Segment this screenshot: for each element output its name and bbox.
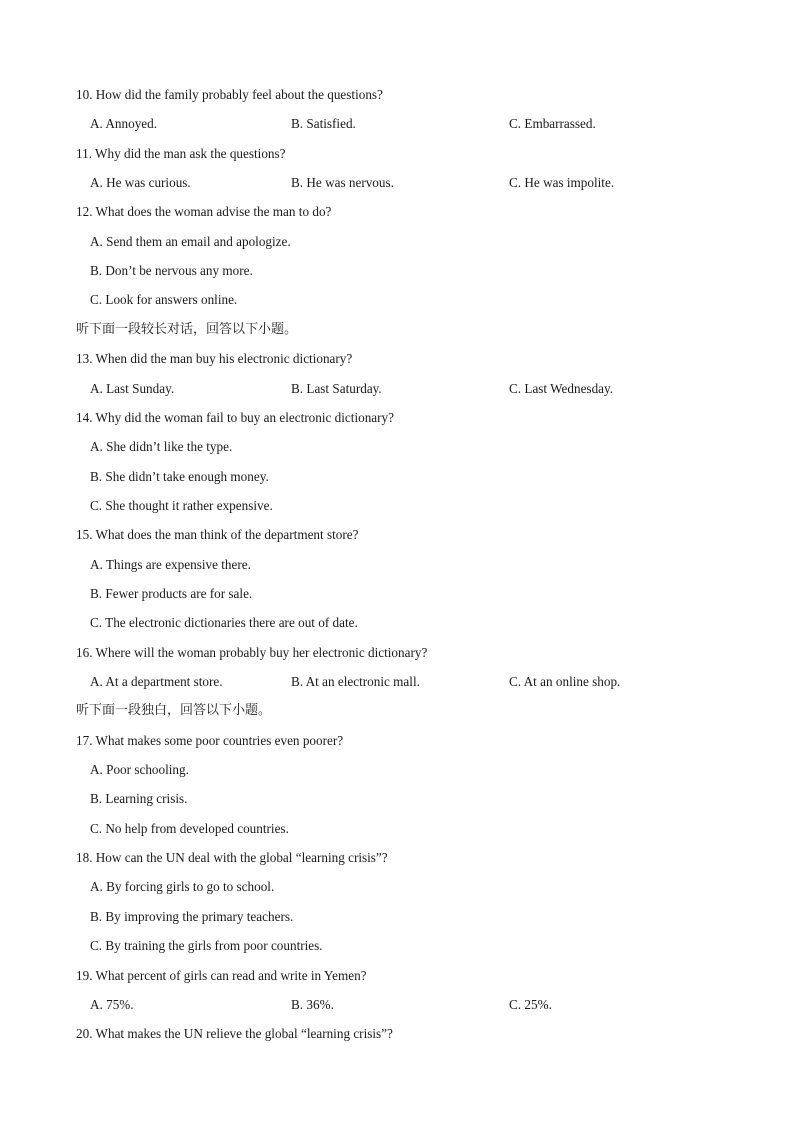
answer-option: C. She thought it rather expensive.: [90, 498, 273, 513]
answer-option: A. Things are expensive there.: [90, 557, 251, 572]
answer-option: A. Poor schooling.: [90, 762, 189, 777]
question-text: 20. What makes the UN relieve the global “learning crisis”?: [76, 1026, 393, 1041]
section-instruction: 听下面一段独白，回答以下小题。: [76, 703, 272, 718]
question-text: 17. What makes some poor countries even poorer?: [76, 733, 344, 748]
answer-option: C. Embarrassed.: [509, 116, 596, 131]
answer-option: C. By training the girls from poor countries.: [90, 938, 323, 953]
answer-option: C. At an online shop.: [509, 674, 621, 689]
question-text: 15. What does the man think of the department store?: [76, 527, 359, 542]
answer-option: B. He was nervous.: [291, 175, 394, 190]
question-text: 11. Why did the man ask the questions?: [76, 146, 286, 161]
answer-option: A. Last Sunday.: [90, 381, 175, 396]
answer-option: C. The electronic dictionaries there are out of date.: [90, 615, 358, 630]
question-text: 16. Where will the woman probably buy her electronic dictionary?: [76, 645, 428, 660]
answer-option: A. He was curious.: [90, 175, 191, 190]
question-text: 19. What percent of girls can read and write in Yemen?: [76, 968, 367, 983]
answer-option: B. Learning crisis.: [90, 791, 188, 806]
question-text: 18. How can the UN deal with the global “learning crisis”?: [76, 850, 388, 865]
question-text: 10. How did the family probably feel about the questions?: [76, 87, 383, 102]
question-text: 12. What does the woman advise the man to do?: [76, 204, 332, 219]
answer-option: A. 75%.: [90, 997, 134, 1012]
answer-option: B. Fewer products are for sale.: [90, 586, 253, 601]
answer-option: C. No help from developed countries.: [90, 821, 289, 836]
answer-option: B. By improving the primary teachers.: [90, 909, 294, 924]
answer-option: A. She didn’t like the type.: [90, 439, 233, 454]
answer-option: A. Send them an email and apologize.: [90, 234, 291, 249]
answer-option: B. Don’t be nervous any more.: [90, 263, 253, 278]
answer-option: B. Satisfied.: [291, 116, 356, 131]
answer-option: C. Look for answers online.: [90, 292, 238, 307]
answer-option: B. Last Saturday.: [291, 381, 382, 396]
answer-option: B. 36%.: [291, 997, 334, 1012]
answer-option: C. 25%.: [509, 997, 552, 1012]
answer-option: A. By forcing girls to go to school.: [90, 879, 275, 894]
answer-option: B. At an electronic mall.: [291, 674, 420, 689]
section-instruction: 听下面一段较长对话，回答以下小题。: [76, 322, 298, 337]
question-text: 14. Why did the woman fail to buy an electronic dictionary?: [76, 410, 394, 425]
answer-option: A. Annoyed.: [90, 116, 158, 131]
question-text: 13. When did the man buy his electronic dictionary?: [76, 351, 353, 366]
answer-option: C. He was impolite.: [509, 175, 615, 190]
answer-option: C. Last Wednesday.: [509, 381, 614, 396]
answer-option: B. She didn’t take enough money.: [90, 469, 269, 484]
answer-option: A. At a department store.: [90, 674, 223, 689]
